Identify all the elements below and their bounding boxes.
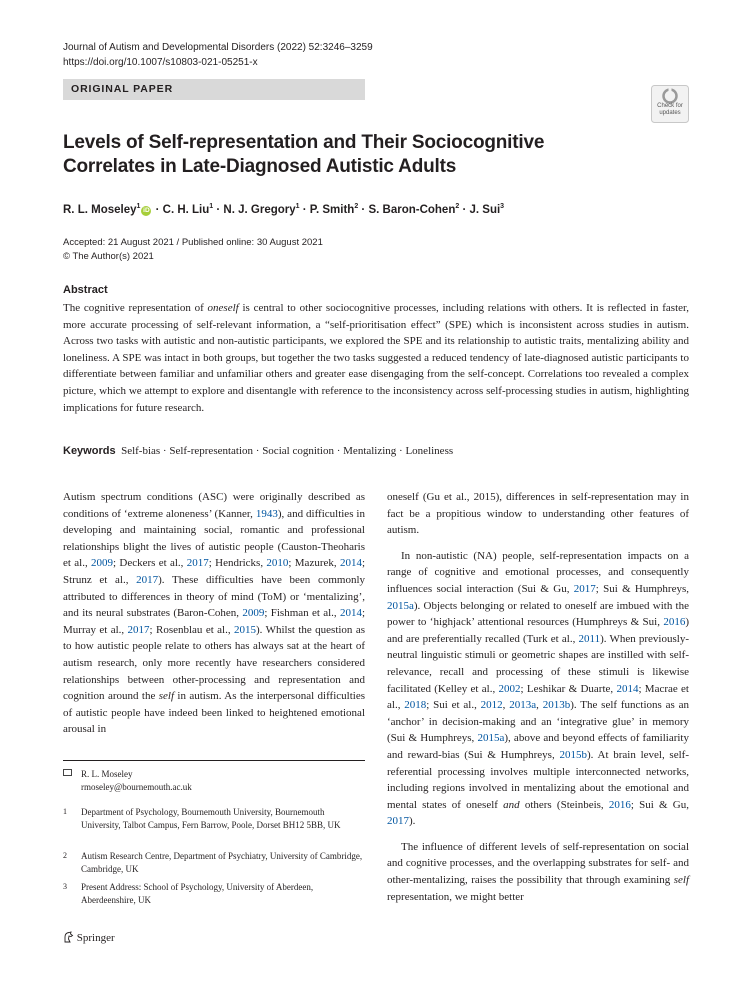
affiliation-2-text: Autism Research Centre, Department of Psychiatry, University of Cambridge, Cambridge, UK: [81, 851, 363, 874]
page-footer: [63, 931, 115, 945]
paragraph-text: ; Fishman et al.,: [264, 607, 340, 620]
citation-link[interactable]: 2010: [266, 557, 289, 570]
author-affiliation-mark: 1: [136, 203, 141, 210]
citation-link[interactable]: 2017: [136, 573, 159, 586]
citation-link[interactable]: 2014: [339, 607, 362, 620]
author-affiliation-mark: 2: [354, 203, 359, 210]
paragraph-text: ).: [409, 815, 416, 828]
citation-link[interactable]: 2009: [91, 557, 114, 570]
author-list: [63, 199, 504, 218]
citation-link[interactable]: 2016: [608, 798, 631, 811]
springer-horse-icon: [63, 931, 74, 943]
affiliation-2-number: 2: [63, 851, 67, 860]
body-paragraph: [387, 489, 689, 539]
paragraph-text: ) and are preferentially recalled (Turk et al.,: [387, 616, 689, 645]
contact-email[interactable]: rmoseley@bournemouth.ac.uk: [81, 781, 192, 792]
paragraph-text: ; Rosenblau et al.,: [149, 623, 234, 636]
publication-dates: [63, 236, 323, 264]
paragraph-text: ; Sui et al.,: [426, 699, 481, 712]
abstract-heading: Abstract: [63, 284, 108, 296]
author-affiliation-mark: 1: [209, 203, 214, 210]
citation-link[interactable]: 2002: [498, 682, 521, 695]
affiliation-2: [63, 850, 365, 875]
citation-link[interactable]: 2013b: [542, 699, 571, 712]
paragraph-text: ; Murray et al.,: [63, 607, 365, 636]
author-name[interactable]: N. J. Gregory: [223, 203, 296, 216]
abstract-emphasis: oneself: [207, 302, 239, 314]
emphasis-text: self: [673, 874, 689, 887]
paragraph-text: ; Sui & Gu,: [630, 798, 689, 811]
body-column-right: [387, 489, 689, 905]
paragraph-text: ). The self functions as an ‘anchor’ in decision-making and an ‘integrative glue’ in memory (Sui & Humphreys,: [387, 699, 690, 745]
paragraph-text: ; Hendricks,: [208, 557, 267, 570]
citation-link[interactable]: 2012: [480, 699, 503, 712]
journal-header: [63, 40, 373, 70]
author-name[interactable]: R. L. Moseley: [63, 203, 137, 216]
citation-link[interactable]: 2015a: [387, 599, 414, 612]
paragraph-text: ; Strunz et al.,: [63, 557, 365, 586]
affiliation-3-number: 3: [63, 882, 67, 891]
paragraph-text: In non-autistic (NA) people, self-representation impacts on a range of cognitive and emotional processes, and consequently influences social interaction (Sui & Gu,: [387, 549, 689, 595]
footnote-divider: [63, 760, 365, 761]
article-title: Levels of Self-representation and Their Sociocognitive Correlates in Late-Diagnosed Autistic Adults: [63, 132, 545, 177]
paragraph-text: ). These difficulties have been commonly attributed to differences in theory of mind (ToM) or ‘mentalizing’, and its neural substrates (Baron-Cohen,: [63, 573, 365, 620]
keywords-label: Keywords: [63, 445, 116, 457]
citation-link[interactable]: 2017: [387, 815, 409, 828]
check-updates-line1: Check for: [657, 103, 683, 109]
affiliation-1: [63, 806, 365, 831]
paragraph-text: ; Macrae et al.,: [387, 682, 689, 712]
citation-link[interactable]: 2018: [404, 699, 427, 712]
author-separator: ·: [213, 203, 224, 216]
author-separator: ·: [459, 203, 470, 216]
paragraph-text: The influence of different levels of self-representation on social and cognitive processes, and the overlapping substrates for self- and other-mentalizing, raises the possibility that through examining: [387, 840, 689, 887]
corresponding-author: [63, 768, 365, 793]
author-name[interactable]: J. Sui: [469, 203, 501, 216]
paragraph-text: representation, we might better: [387, 890, 524, 903]
journal-citation: Journal of Autism and Developmental Disorders (2022) 52:3246–3259: [63, 42, 373, 53]
paragraph-text: ; Sui & Humphreys,: [595, 582, 689, 595]
citation-link[interactable]: 2011: [578, 632, 601, 645]
citation-link[interactable]: 2017: [573, 582, 596, 595]
affiliation-3: [63, 881, 365, 906]
citation-link[interactable]: 2013a: [509, 699, 537, 712]
paragraph-text: ), and difficulties in developing and maintaining social, romantic and professional relationships blight the lives of autistic people (Causton-Theoharis et al.,: [63, 507, 365, 570]
paragraph-text: ). At brain level, self-referential processing involves multiple interconnected networks, including regions involved in mentalizing about the emotional and mental states of oneself: [387, 748, 689, 811]
paragraph-text: in autism. As the interpersonal difficulties of autistic people have indeed been linked to heightened emotional arousal in: [63, 690, 365, 736]
paragraph-text: ), above and beyond effects of familiarity and reward-bias (Sui & Humphreys,: [387, 732, 689, 761]
emphasis-text: self: [158, 690, 175, 703]
journal-doi[interactable]: https://doi.org/10.1007/s10803-021-05251-x: [63, 57, 258, 68]
keywords-list: Self-bias · Self-representation · Social cognition · Mentalizing · Loneliness: [121, 445, 454, 457]
paragraph-text: ). Objects belonging or related to oneself are imbued with the power to ‘highjack’ attentional resources (Humphreys & Sui,: [387, 599, 689, 629]
contact-name: R. L. Moseley: [81, 769, 133, 779]
citation-link[interactable]: 2017: [127, 623, 150, 636]
paragraph-text: Autism spectrum conditions (ASC) were originally described as conditions of ‘extreme aloneness’ (Kanner,: [63, 491, 365, 520]
body-paragraph: [63, 489, 365, 738]
paragraph-text: ; Leshikar & Duarte,: [520, 682, 617, 695]
emphasis-text: and: [503, 798, 520, 811]
citation-link[interactable]: 2017: [186, 557, 209, 570]
paragraph-text: oneself (Gu et al., 2015), differences in self-representation may in fact be a propitious window to understanding other features of autism.: [387, 491, 689, 537]
body-paragraph: [387, 548, 689, 830]
publisher-name: Springer: [76, 932, 115, 944]
author-separator: ·: [358, 203, 369, 216]
citation-link[interactable]: 2015a: [477, 732, 505, 745]
affiliation-1-number: 1: [63, 807, 67, 816]
author-name[interactable]: S. Baron-Cohen: [368, 203, 456, 216]
citation-link[interactable]: 2016: [663, 616, 686, 629]
affiliation-1-text: Department of Psychology, Bournemouth University, Bournemouth University, Talbot Campus, Fern Barrow, Poole, Dorset BH12 5BB, UK: [81, 807, 341, 830]
citation-link[interactable]: 2014: [339, 557, 362, 570]
author-separator: ·: [152, 203, 163, 216]
envelope-icon: [63, 769, 72, 776]
citation-link[interactable]: 1943: [255, 507, 278, 520]
paragraph-text: ). Whilst the question as to how autistic people relate to others has always sat at the heart of autism research, only more recently have researchers considered relationships between other-processing and representation and cognition around the: [63, 623, 365, 703]
body-paragraph: [387, 839, 689, 905]
article-type-badge: [63, 79, 365, 100]
affiliation-3-text: Present Address: School of Psychology, University of Aberdeen, Aberdeenshire, UK: [81, 882, 314, 905]
body-column-left: [63, 489, 365, 738]
author-separator: ·: [299, 203, 310, 216]
author-name[interactable]: P. Smith: [309, 203, 355, 216]
check-updates-line2: updates: [659, 110, 681, 116]
accepted-published-line: Accepted: 21 August 2021 / Published online: 30 August 2021: [63, 237, 323, 248]
paragraph-text: ; Mazurek,: [288, 557, 340, 570]
paragraph-text: ,: [536, 699, 543, 712]
paragraph-text: ; Deckers et al.,: [113, 557, 187, 570]
check-for-updates-badge[interactable]: [651, 85, 689, 123]
citation-link[interactable]: 2009: [242, 607, 265, 620]
article-type-label: ORIGINAL PAPER: [71, 83, 174, 95]
paragraph-text: ,: [502, 699, 510, 712]
author-affiliation-mark: 2: [455, 203, 460, 210]
author-name[interactable]: C. H. Liu: [162, 203, 210, 216]
paragraph-text: ). When previously-neutral linguistic stimuli or geometric shapes are instilled with self-relevance, recall and processing of these stimuli is likewise facilitated (Kelley et al.,: [387, 632, 689, 695]
abstract-text: The cognitive representation of oneself is central to other sociocognitive processes, including relations with others. It is reflected in faster, more accurate processing of self-relevant information, a “self-prioritisation effect” (SPE) which is inconsistent across studies in autism. Across two tasks with autistic and non-autistic participants, we explored the SPE and its relationship to autistic traits, mentalizing ability and loneliness. A SPE was intact in both groups, but together the two tasks suggested a reduced tendency of late-diagnosed autistic participants to differentiate between familiar and unfamiliar others and greater ease disengaging from the self-concept. Correlations too revealed a complex picture, which we attempt to explore and disentangle with reference to the inconsistency across self-processing studies in autism, highlighting implications for future research.: [63, 302, 689, 414]
author-affiliation-mark: 1: [295, 203, 300, 210]
copyright-line: © The Author(s) 2021: [63, 251, 154, 262]
citation-link[interactable]: 2015b: [559, 748, 587, 761]
citation-link[interactable]: 2015: [234, 623, 256, 636]
orcid-icon[interactable]: iD: [143, 206, 150, 214]
paragraph-text: others (Steinbeis,: [519, 798, 609, 811]
keywords-line: [63, 443, 453, 459]
author-affiliation-mark: 3: [500, 203, 505, 210]
citation-link[interactable]: 2014: [616, 682, 639, 695]
